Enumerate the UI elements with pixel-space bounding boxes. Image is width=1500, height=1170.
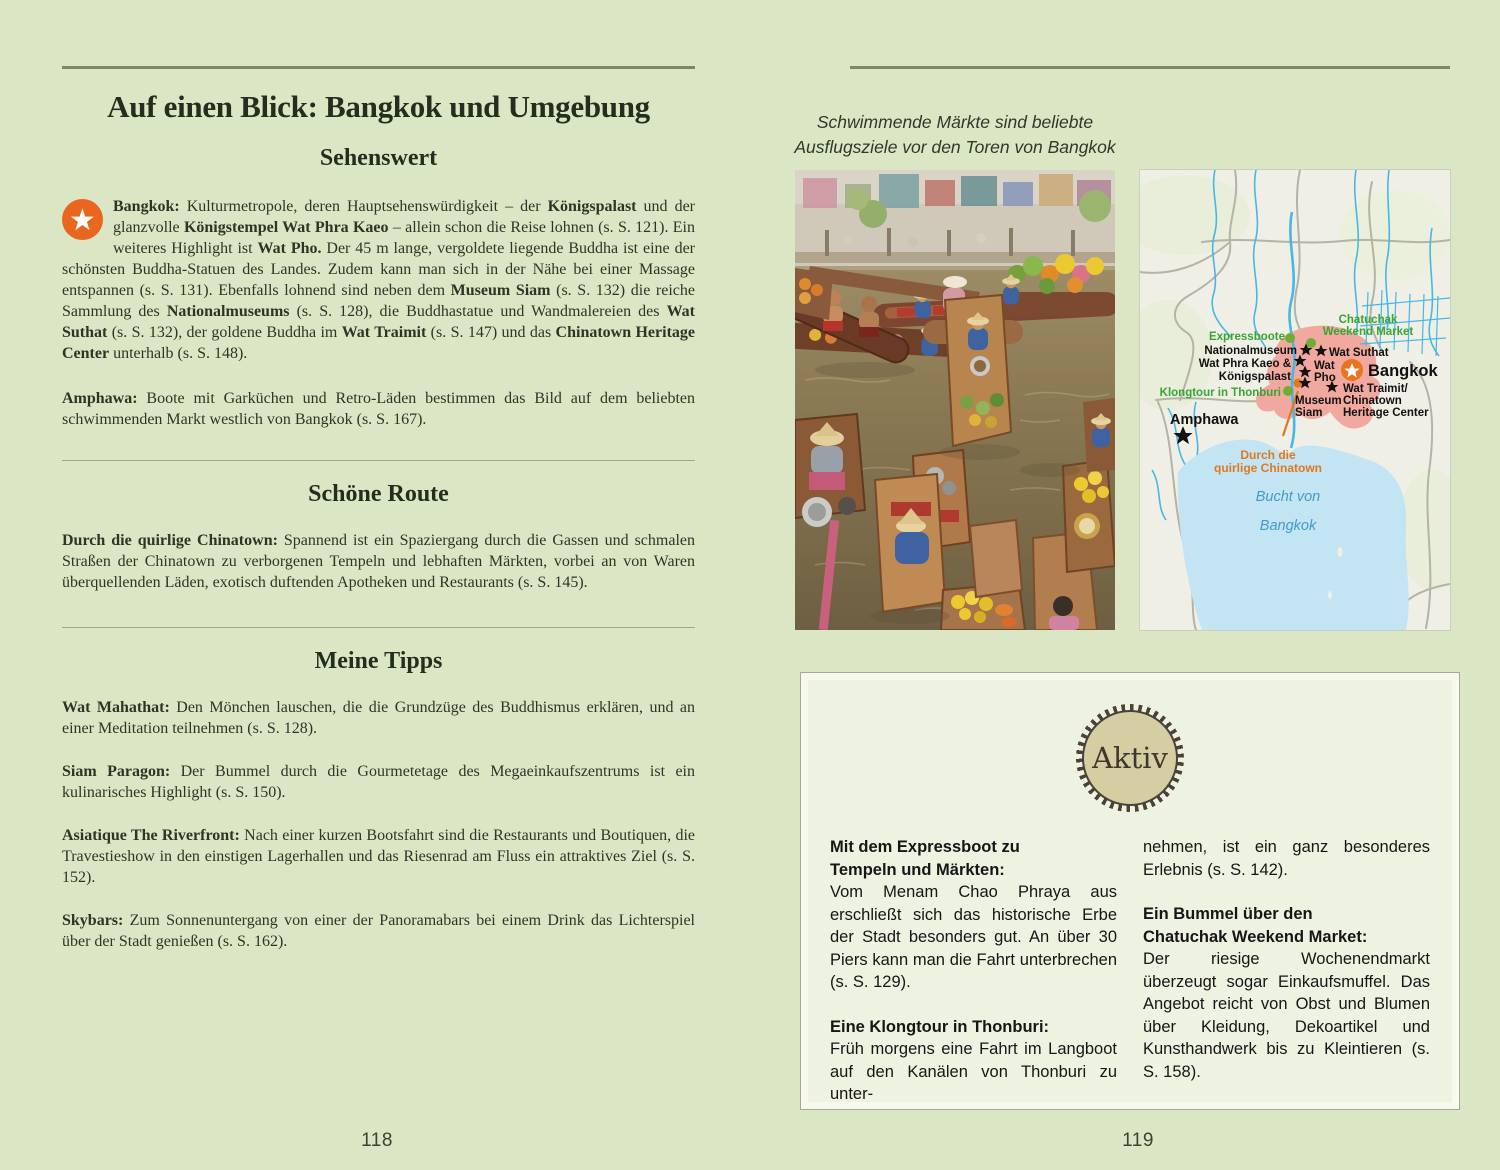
svg-text:Siam: Siam bbox=[1295, 407, 1323, 419]
bangkok-area-map bbox=[1140, 170, 1450, 630]
photo-caption-line1: Schwimmende Märkte sind beliebte bbox=[816, 112, 1094, 132]
aktiv-heading-expressboot: Mit dem Expressboot zu Tempeln und Märkten: bbox=[830, 838, 1020, 879]
page-number-right: 119 bbox=[1122, 1130, 1154, 1151]
aktiv-column-left bbox=[830, 836, 1117, 1106]
right-top-boat bbox=[1083, 398, 1115, 472]
aktiv-badge-label: Aktiv bbox=[1082, 710, 1178, 806]
map-label-wat-pho: Wat bbox=[1314, 360, 1335, 372]
map-label-museum-siam: Museum bbox=[1295, 395, 1342, 407]
svg-text:Weekend Market: Weekend Market bbox=[1322, 326, 1414, 338]
aktiv-text-klongtour-continued: nehmen, ist ein ganz besonderes Erlebnis (s. S. 142). bbox=[1143, 838, 1430, 879]
photo-caption bbox=[790, 110, 1120, 160]
paragraph-bangkok: Bangkok: Kulturmetropole, deren Hauptsehenswürdigkeit – der Königspalast und der glanzvolle Königstempel Wat Phra Kaeo – allein schon die Reise lohnen (s. S. 121). Ein weiteres Highlight ist Wat Pho. Der 45 m lange, vergoldete liegende Buddha ist eine der schönsten Buddha-Statuen des Landes. Zudem kann man sich in der Nähe bei einer Massage entspannen (s. S. 131). Ebenfalls lohnend sind neben dem Museum Siam (s. S. 132) die reiche Sammlung des Nationalmuseums (s. S. 128), die Buddhastatue und Wandmalereien des Wat Suthat (s. S. 132), der goldene Buddha im Wat Traimit (s. S. 147) und das Chinatown Heritage Center unterhalb (s. S. 148). bbox=[62, 198, 700, 362]
svg-text:quirlige Chinatown: quirlige Chinatown bbox=[1214, 461, 1322, 475]
left-page-column bbox=[62, 66, 700, 952]
paragraph-amphawa: Amphawa: Boote mit Garküchen und Retro-Läden bestimmen das Bild auf dem beliebten schwimmenden Markt westlich von Bangkok (s. S. 167). bbox=[62, 390, 699, 428]
aktiv-column-right bbox=[1143, 836, 1430, 1106]
left-edge-boat bbox=[795, 268, 833, 320]
paragraph-chinatown: Durch die quirlige Chinatown: Spannend ist ein Spaziergang durch die Gassen und schmalen Straßen der Chinatown zu verborgenen Tempeln und lebhaften Märkten, vorbei an von Waren überquellenden Läden, exotisch duftenden Apotheken und Restaurants (s. S. 145). bbox=[62, 532, 699, 591]
svg-text:Bangkok: Bangkok bbox=[1259, 518, 1317, 534]
map-label-wat-phra-kaeo: Wat Phra Kaeo & bbox=[1198, 358, 1291, 370]
map-label-bay: Bucht von bbox=[1255, 489, 1321, 505]
svg-text:Heritage Center: Heritage Center bbox=[1343, 407, 1429, 419]
svg-text:Pho: Pho bbox=[1314, 372, 1336, 384]
top-rule-left bbox=[62, 66, 695, 69]
aktiv-box bbox=[800, 672, 1460, 1110]
tipp-skybars: Skybars: Zum Sonnenuntergang von einer der Panoramabars bei einem Drink das Lichterspiel über der Stadt genießen (s. S. 162). bbox=[62, 912, 699, 950]
aktiv-text-chatuchak: Der riesige Wochenendmarkt überzeugt sogar Einkaufsmuffel. Das Angebot reicht von Obst und Blumen über Kleidung, Dekoartikel und Kunsthandwerk bis zu Kleintieren (s. S. 158). bbox=[1143, 950, 1430, 1081]
heading-sehenswert: Sehenswert bbox=[319, 145, 438, 171]
photo-caption-line2: Ausflugsziele vor den Toren von Bangkok bbox=[794, 137, 1116, 157]
tipp-wat-mahathat: Wat Mahathat: Den Mönchen lauschen, die die Grundzüge des Buddhismus erklären, und an einer Meditation teilnehmen (s. S. 128). bbox=[62, 699, 700, 737]
paragraph-bangkok-wrap bbox=[62, 196, 700, 364]
highlight-star-icon bbox=[62, 199, 103, 240]
map-label-chatuchak: Chatuchak bbox=[1338, 314, 1398, 326]
aktiv-box-inner bbox=[808, 680, 1452, 1102]
map-label-wat-suthat: Wat Suthat bbox=[1329, 347, 1389, 359]
map-label-wat-traimit: Wat Traimit/ bbox=[1343, 383, 1408, 395]
heading-schoene-route: Schöne Route bbox=[308, 481, 449, 507]
central-vendor-boat bbox=[945, 295, 1011, 446]
rear-vendor-boat bbox=[875, 474, 945, 612]
floating-market-photo bbox=[795, 170, 1115, 630]
tipp-asiatique: Asiatique The Riverfront: Nach einer kurzen Bootsfahrt sind die Restaurants und Boutiquen, die Travestieshow in den einstigen Lagerhallen und das Riesenrad am Fluss ein attraktives Ziel (s. S. 152). bbox=[62, 827, 699, 886]
lady-boat bbox=[795, 414, 865, 527]
map-label-nationalmuseum: Nationalmuseum bbox=[1204, 345, 1297, 357]
map-label-klongtour: Klongtour in Thonburi bbox=[1159, 387, 1281, 399]
aktiv-heading-klongtour: Eine Klongtour in Thonburi: bbox=[830, 1017, 1050, 1036]
map-label-amphawa: Amphawa bbox=[1170, 412, 1239, 428]
page-title: Auf einen Blick: Bangkok und Umgebung bbox=[107, 89, 650, 124]
map-label-chinatown-walk: Durch die bbox=[1240, 448, 1296, 462]
svg-text:Königspalast: Königspalast bbox=[1218, 371, 1291, 383]
separator-rule bbox=[62, 460, 695, 461]
aktiv-badge bbox=[1076, 704, 1184, 812]
svg-text:Chinatown: Chinatown bbox=[1343, 395, 1402, 407]
bangkok-marker bbox=[1341, 359, 1363, 381]
aktiv-heading-chatuchak: Ein Bummel über den Chatuchak Weekend Market: bbox=[1143, 905, 1368, 946]
map-label-bangkok: Bangkok bbox=[1368, 362, 1438, 380]
aktiv-text-expressboot: Vom Menam Chao Phraya aus erschließt sich das historische Erbe der Stadt besonders gut. An über 30 Piers kann man die Fahrt unterbrechen (s. S. 129). bbox=[830, 883, 1117, 991]
separator-rule bbox=[62, 627, 695, 628]
tipp-siam-paragon: Siam Paragon: Der Bummel durch die Gourmetetage des Megaeinkaufszentrums ist ein kulinarisches Highlight (s. S. 150). bbox=[62, 763, 699, 801]
marigold-boat bbox=[1063, 460, 1115, 572]
aktiv-text-klongtour: Früh morgens eine Fahrt im Langboot auf den Kanälen von Thonburi zu unter- bbox=[830, 1040, 1117, 1103]
top-rule-right bbox=[850, 66, 1450, 69]
map-label-expressboote: Expressboote bbox=[1208, 331, 1285, 343]
heading-meine-tipps: Meine Tipps bbox=[314, 648, 443, 674]
page-number-left: 118 bbox=[361, 1130, 393, 1151]
